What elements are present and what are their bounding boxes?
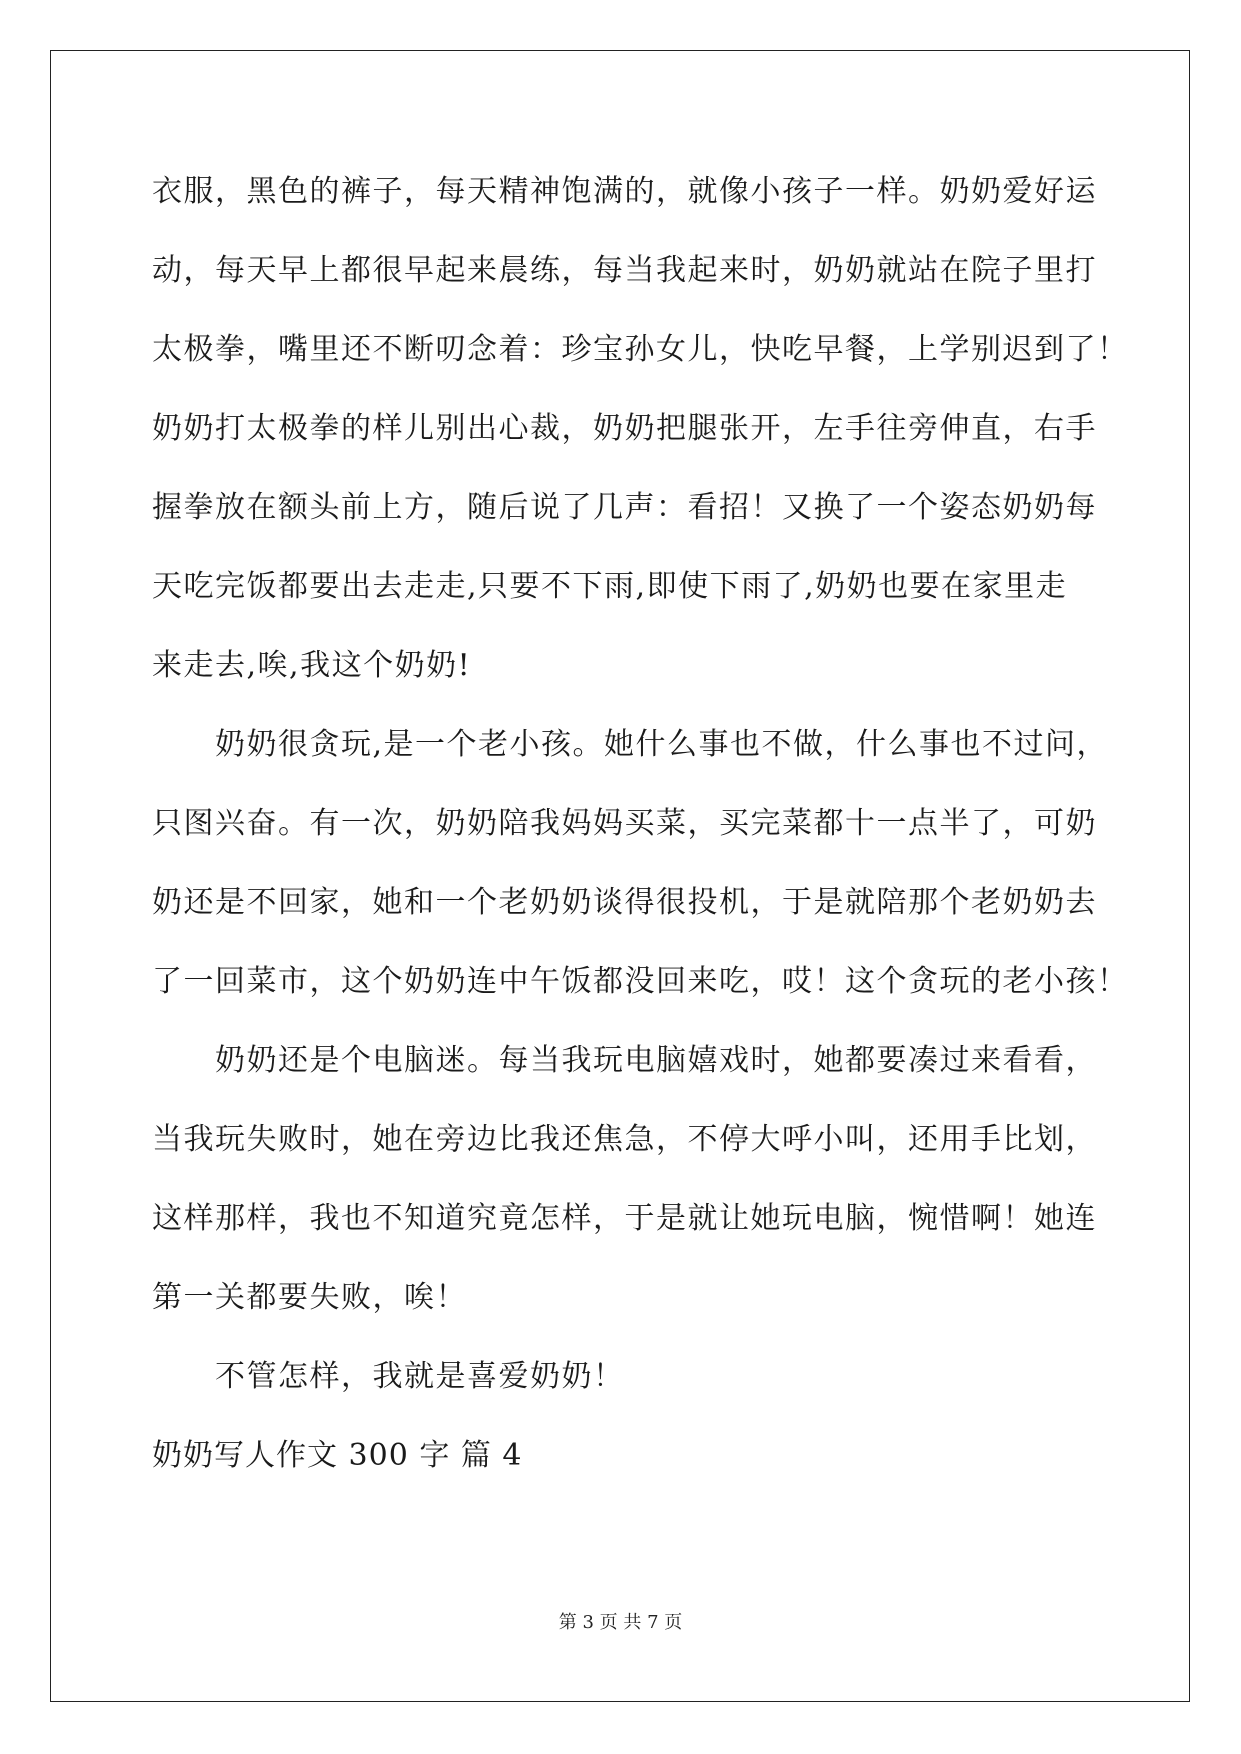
text-line: 动，每天早上都很早起来晨练，每当我起来时，奶奶就站在院子里打 bbox=[152, 253, 1097, 288]
text-line: 奶奶很贪玩,是一个老小孩。她什么事也不做，什么事也不过问， bbox=[215, 727, 1109, 762]
text-line: 不管怎样，我就是喜爱奶奶！ bbox=[215, 1359, 625, 1394]
text-line: 太极拳，嘴里还不断叨念着：珍宝孙女儿，快吃早餐，上学别迟到了！ bbox=[152, 332, 1129, 367]
text-line: 当我玩失败时，她在旁边比我还焦急，不停大呼小叫，还用手比划， bbox=[152, 1122, 1097, 1157]
text-line: 来走去,唉,我这个奶奶! bbox=[152, 648, 472, 683]
text-line: 衣服，黑色的裤子，每天精神饱满的，就像小孩子一样。奶奶爱好运 bbox=[152, 174, 1097, 209]
text-line: 奶奶还是个电脑迷。每当我玩电脑嬉戏时，她都要凑过来看看， bbox=[215, 1043, 1097, 1078]
text-line: 天吃完饭都要出去走走,只要不下雨,即使下雨了,奶奶也要在家里走 bbox=[152, 569, 1068, 604]
text-line: 了一回菜市，这个奶奶连中午饭都没回来吃，哎！这个贪玩的老小孩！ bbox=[152, 964, 1129, 999]
page-number: 第 3 页 共 7 页 bbox=[558, 1612, 683, 1633]
text-line: 这样那样，我也不知道究竟怎样，于是就让她玩电脑，惋惜啊！她连 bbox=[152, 1201, 1097, 1236]
document-body bbox=[152, 162, 1129, 1505]
text-line: 握拳放在额头前上方，随后说了几声：看招！又换了一个姿态奶奶每 bbox=[152, 490, 1097, 525]
text-line: 只图兴奋。有一次，奶奶陪我妈妈买菜，买完菜都十一点半了，可奶 bbox=[152, 806, 1097, 841]
text-line: 奶奶打太极拳的样儿别出心裁，奶奶把腿张开，左手往旁伸直，右手 bbox=[152, 411, 1097, 446]
text-line: 奶还是不回家，她和一个老奶奶谈得很投机，于是就陪那个老奶奶去 bbox=[152, 885, 1097, 920]
section-heading: 奶奶写人作文 300 字 篇 4 bbox=[152, 1438, 523, 1473]
text-line: 第一关都要失败，唉！ bbox=[152, 1280, 467, 1315]
